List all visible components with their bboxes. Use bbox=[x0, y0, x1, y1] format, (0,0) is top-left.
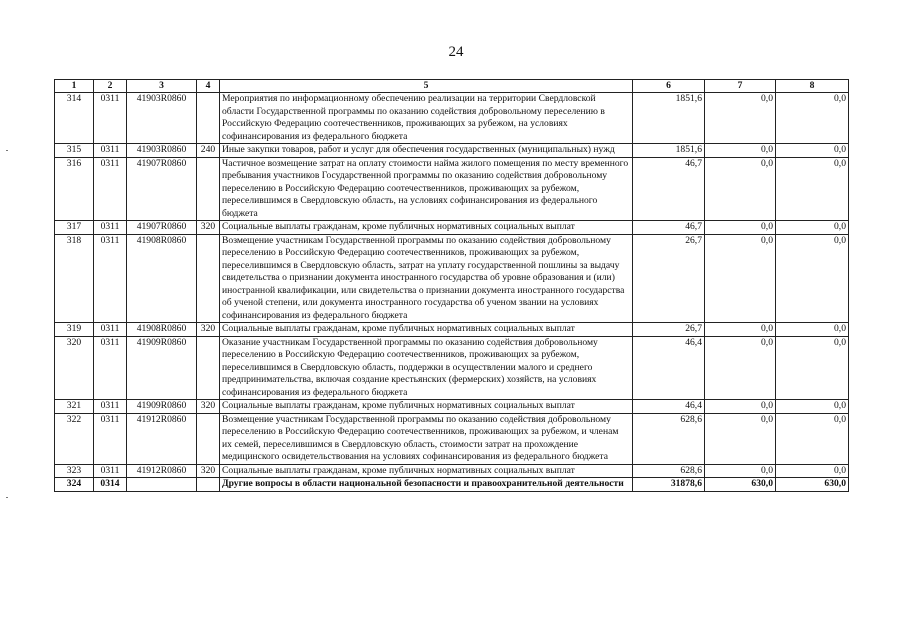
amount-col7-cell: 0,0 bbox=[705, 336, 776, 400]
amount-col6-cell: 46,4 bbox=[633, 336, 705, 400]
amount-col7-cell: 0,0 bbox=[705, 221, 776, 235]
item-name-cell: Иные закупки товаров, работ и услуг для обеспечения государственных (муниципальных) нужд bbox=[220, 144, 633, 158]
amount-col6-cell: 1851,6 bbox=[633, 93, 705, 144]
header-cell: 2 bbox=[94, 80, 127, 93]
page-number: 24 bbox=[448, 44, 464, 60]
amount-col7-cell: 0,0 bbox=[705, 93, 776, 144]
row-number-cell: 320 bbox=[55, 336, 94, 400]
item-name-cell: Возмещение участникам Государственной программы по оказанию содействия добровольному переселению в Российскую Федерацию соотечественников, проживающих за рубежом, переселившимся в Свердловскую область, затрат на уплату государственной пошлины за выдачу свидетельства о признании документа иностранного государства об уровне образования и (или) иностранной квалификации, или свидетельства о признании документа иностранного государства об ученой степени, или документа иностранного государства об ученом звании на условиях софинансирования из федерального бюджета bbox=[220, 234, 633, 323]
expense-type-cell bbox=[197, 336, 220, 400]
item-name-cell: Частичное возмещение затрат на оплату стоимости найма жилого помещения по месту временного пребывания участников Государственной программы по оказанию содействия добровольному переселению в Российскую Федерацию соотечественников, проживающих за рубежом, переселившимся в Свердловскую область, на условиях софинансирования из федерального бюджета bbox=[220, 157, 633, 221]
amount-col8-cell: 0,0 bbox=[776, 234, 849, 323]
amount-col7-cell: 0,0 bbox=[705, 323, 776, 337]
item-name-cell: Социальные выплаты гражданам, кроме публичных нормативных социальных выплат bbox=[220, 464, 633, 478]
section-code-cell: 0311 bbox=[94, 157, 127, 221]
amount-col8-cell: 0,0 bbox=[776, 323, 849, 337]
target-code-cell: 41908R0860 bbox=[127, 323, 197, 337]
amount-col6-cell: 46,7 bbox=[633, 157, 705, 221]
amount-col7-cell: 0,0 bbox=[705, 144, 776, 158]
amount-col8-cell: 0,0 bbox=[776, 336, 849, 400]
scan-mark bbox=[6, 497, 8, 498]
expense-type-cell: 320 bbox=[197, 221, 220, 235]
expense-type-cell: 320 bbox=[197, 323, 220, 337]
target-code-cell: 41909R0860 bbox=[127, 400, 197, 414]
amount-col7-cell: 0,0 bbox=[705, 413, 776, 464]
amount-col6-cell: 1851,6 bbox=[633, 144, 705, 158]
amount-col8-cell: 0,0 bbox=[776, 400, 849, 414]
table-row bbox=[55, 464, 849, 478]
header-cell: 4 bbox=[197, 80, 220, 93]
header-cell: 7 bbox=[705, 80, 776, 93]
amount-col8-cell: 0,0 bbox=[776, 93, 849, 144]
row-number-cell: 323 bbox=[55, 464, 94, 478]
amount-col7-cell: 0,0 bbox=[705, 464, 776, 478]
expense-type-cell bbox=[197, 93, 220, 144]
section-code-cell: 0311 bbox=[94, 221, 127, 235]
row-number-cell: 315 bbox=[55, 144, 94, 158]
amount-col8-cell: 0,0 bbox=[776, 413, 849, 464]
expense-type-cell bbox=[197, 413, 220, 464]
section-code-cell: 0311 bbox=[94, 144, 127, 158]
amount-col7-cell: 0,0 bbox=[705, 400, 776, 414]
amount-col6-cell: 26,7 bbox=[633, 234, 705, 323]
section-code-cell: 0314 bbox=[94, 478, 127, 492]
table-row bbox=[55, 323, 849, 337]
target-code-cell bbox=[127, 478, 197, 492]
amount-col6-cell: 31878,6 bbox=[633, 478, 705, 492]
amount-col7-cell: 0,0 bbox=[705, 234, 776, 323]
section-code-cell: 0311 bbox=[94, 336, 127, 400]
target-code-cell: 41903R0860 bbox=[127, 93, 197, 144]
target-code-cell: 41912R0860 bbox=[127, 413, 197, 464]
target-code-cell: 41907R0860 bbox=[127, 157, 197, 221]
header-cell: 8 bbox=[776, 80, 849, 93]
row-number-cell: 319 bbox=[55, 323, 94, 337]
header-cell: 1 bbox=[55, 80, 94, 93]
row-number-cell: 322 bbox=[55, 413, 94, 464]
table-row bbox=[55, 234, 849, 323]
amount-col7-cell: 630,0 bbox=[705, 478, 776, 492]
amount-col8-cell: 0,0 bbox=[776, 157, 849, 221]
section-code-cell: 0311 bbox=[94, 464, 127, 478]
section-code-cell: 0311 bbox=[94, 234, 127, 323]
header-cell: 3 bbox=[127, 80, 197, 93]
item-name-cell: Социальные выплаты гражданам, кроме публичных нормативных социальных выплат bbox=[220, 221, 633, 235]
table-row bbox=[55, 144, 849, 158]
expense-type-cell: 240 bbox=[197, 144, 220, 158]
item-name-cell: Возмещение участникам Государственной программы по оказанию содействия добровольному переселению в Российскую Федерацию соотечественников, проживающих за рубежом, и членам их семей, переселившимся в Свердловскую область, стоимости затрат на прохождение медицинского освидетельствования на условиях софинансирования из федерального бюджета bbox=[220, 413, 633, 464]
target-code-cell: 41912R0860 bbox=[127, 464, 197, 478]
expense-type-cell: 320 bbox=[197, 464, 220, 478]
row-number-cell: 317 bbox=[55, 221, 94, 235]
table-row bbox=[55, 478, 849, 492]
section-code-cell: 0311 bbox=[94, 323, 127, 337]
expense-type-cell: 320 bbox=[197, 400, 220, 414]
amount-col6-cell: 628,6 bbox=[633, 464, 705, 478]
scan-mark bbox=[6, 150, 8, 151]
header-cell: 6 bbox=[633, 80, 705, 93]
row-number-cell: 316 bbox=[55, 157, 94, 221]
amount-col6-cell: 26,7 bbox=[633, 323, 705, 337]
target-code-cell: 41903R0860 bbox=[127, 144, 197, 158]
table-body bbox=[55, 93, 849, 492]
section-code-cell: 0311 bbox=[94, 93, 127, 144]
table-row bbox=[55, 400, 849, 414]
section-code-cell: 0311 bbox=[94, 413, 127, 464]
header-cell: 5 bbox=[220, 80, 633, 93]
section-code-cell: 0311 bbox=[94, 400, 127, 414]
table-header-row bbox=[55, 80, 849, 93]
row-number-cell: 318 bbox=[55, 234, 94, 323]
amount-col8-cell: 0,0 bbox=[776, 221, 849, 235]
amount-col7-cell: 0,0 bbox=[705, 157, 776, 221]
expense-type-cell bbox=[197, 157, 220, 221]
table-row bbox=[55, 413, 849, 464]
item-name-cell: Оказание участникам Государственной программы по оказанию содействия добровольному переселению в Российскую Федерацию соотечественников, проживающих за рубежом, переселившимся в Свердловскую область, поддержки в осуществлении малого и среднего предпринимательства, включая создание крестьянских (фермерских) хозяйств, на условиях софинансирования из федерального бюджета bbox=[220, 336, 633, 400]
target-code-cell: 41907R0860 bbox=[127, 221, 197, 235]
expense-type-cell bbox=[197, 234, 220, 323]
table-row bbox=[55, 221, 849, 235]
row-number-cell: 324 bbox=[55, 478, 94, 492]
amount-col6-cell: 46,4 bbox=[633, 400, 705, 414]
amount-col6-cell: 628,6 bbox=[633, 413, 705, 464]
target-code-cell: 41909R0860 bbox=[127, 336, 197, 400]
item-name-cell: Социальные выплаты гражданам, кроме публичных нормативных социальных выплат bbox=[220, 400, 633, 414]
amount-col8-cell: 0,0 bbox=[776, 464, 849, 478]
item-name-cell: Социальные выплаты гражданам, кроме публичных нормативных социальных выплат bbox=[220, 323, 633, 337]
row-number-cell: 321 bbox=[55, 400, 94, 414]
table-row bbox=[55, 336, 849, 400]
target-code-cell: 41908R0860 bbox=[127, 234, 197, 323]
table-row bbox=[55, 157, 849, 221]
expense-type-cell bbox=[197, 478, 220, 492]
amount-col8-cell: 0,0 bbox=[776, 144, 849, 158]
budget-table bbox=[54, 79, 849, 492]
table-row bbox=[55, 93, 849, 144]
amount-col6-cell: 46,7 bbox=[633, 221, 705, 235]
row-number-cell: 314 bbox=[55, 93, 94, 144]
item-name-cell: Мероприятия по информационному обеспечению реализации на территории Свердловской области Государственной программы по оказанию содействия добровольному переселению в Российскую Федерацию соотечественников, проживающих за рубежом, на условиях софинансирования из федерального бюджета bbox=[220, 93, 633, 144]
amount-col8-cell: 630,0 bbox=[776, 478, 849, 492]
item-name-cell: Другие вопросы в области национальной безопасности и правоохранительной деятельности bbox=[220, 478, 633, 492]
